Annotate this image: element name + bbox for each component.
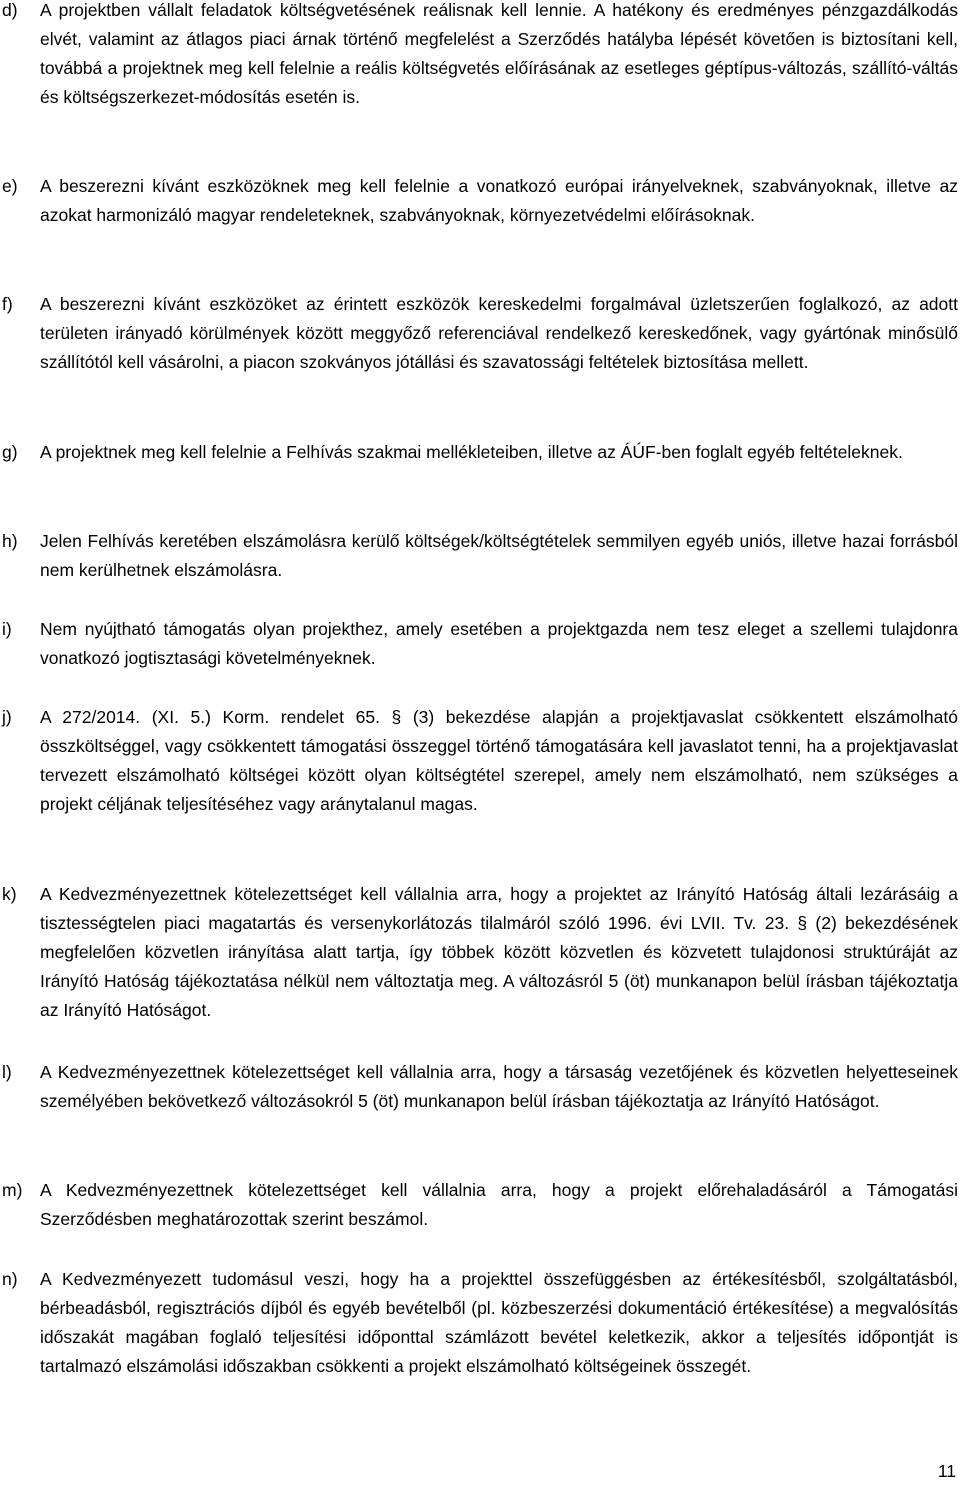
list-item-text: A beszerezni kívánt eszközöket az érintett eszközök kereskedelmi forgalmával üzletszerűen foglalkozó, az adott területen irányadó körülmények között meggyőző referenciával rendelkező kereskedőnek, vagy gyártónak minősülő szállítótól kell vásárolni, a piacon szokványos jótállási és szavatossági feltételek biztosítása mellett. <box>40 294 958 372</box>
list-marker: l) <box>2 1062 12 1082</box>
list-marker: k) <box>2 884 17 904</box>
list-item-h <box>0 527 958 585</box>
list-marker: e) <box>2 176 18 196</box>
list-marker: i) <box>2 619 12 639</box>
list-marker: n) <box>2 1269 18 1289</box>
list-marker: m) <box>2 1180 23 1200</box>
list-item-text: A Kedvezményezettnek kötelezettséget kell vállalnia arra, hogy a társaság vezetőjének és közvetlen helyetteseinek személyében bekövetkező változásokról 5 (öt) munkanapon belül írásban tájékoztatja az Irányító Hatóságot. <box>40 1062 958 1111</box>
list-item-l <box>0 1058 958 1116</box>
list-marker: f) <box>2 294 13 314</box>
list-marker: h) <box>2 531 18 551</box>
list-item-text: A Kedvezményezettnek kötelezettséget kell vállalnia arra, hogy a projektet az Irányító Hatóság általi lezárásáig a tisztességtelen piaci magatartás és versenykorlátozás tilalmáról szóló 1996. évi LVII. Tv. 23. § (2) bekezdésének megfelelően közvetlen irányítása alatt tartja, így többek között közvetlen és közvetett tulajdonosi struktúráját az Irányító Hatóság tájékoztatása nélkül nem változtatja meg. A változásról 5 (öt) munkanapon belül írásban tájékoztatja az Irányító Hatóságot. <box>40 884 958 1020</box>
list-item-j <box>0 703 958 819</box>
list-item-g <box>0 438 958 467</box>
list-item-text: Nem nyújtható támogatás olyan projekthez, amely esetében a projektgazda nem tesz eleget a szellemi tulajdonra vonatkozó jogtisztasági követelményeknek. <box>40 619 958 668</box>
list-item-text: Jelen Felhívás keretében elszámolásra kerülő költségek/költségtételek semmilyen egyéb uniós, illetve hazai forrásból nem kerülhetnek elszámolásra. <box>40 531 958 580</box>
list-item-m <box>0 1176 958 1234</box>
list-marker: j) <box>2 707 12 727</box>
list-item-text: A 272/2014. (XI. 5.) Korm. rendelet 65. § (3) bekezdése alapján a projektjavaslat csökkentett elszámolható összköltséggel, vagy csökkentett támogatási összeggel történő támogatására kell javaslatot tenni, ha a projektjavaslat tervezett elszámolható költségei között olyan költségtétel szerepel, amely nem elszámolható, nem szükséges a projekt céljának teljesítéséhez vagy aránytalanul magas. <box>40 707 958 814</box>
list-marker: d) <box>2 0 18 20</box>
list-item-k <box>0 880 958 1025</box>
list-item-text: A projektnek meg kell felelnie a Felhívás szakmai mellékleteiben, illetve az ÁÚF-ben foglalt egyéb feltételeknek. <box>40 442 903 462</box>
list-item-e <box>0 172 958 230</box>
list-item-text: A Kedvezményezettnek kötelezettséget kell vállalnia arra, hogy a projekt előrehaladásáról a Támogatási Szerződésben meghatározottak szerint beszámol. <box>40 1180 958 1229</box>
list-item-i <box>0 615 958 673</box>
list-item-text: A beszerezni kívánt eszközöknek meg kell felelnie a vonatkozó európai irányelveknek, szabványoknak, illetve az azokat harmonizáló magyar rendeleteknek, szabványoknak, környezetvédelmi előírásoknak. <box>40 176 958 225</box>
list-item-n <box>0 1265 958 1381</box>
page-number: 11 <box>937 1461 956 1481</box>
list-marker: g) <box>2 442 18 462</box>
list-item-d <box>0 0 958 112</box>
list-item-text: A projektben vállalt feladatok költségvetésének reálisnak kell lennie. A hatékony és eredményes pénzgazdálkodás elvét, valamint az átlagos piaci árnak történő megfelelést a Szerződés hatályba lépését követően is biztosítani kell, továbbá a projektnek meg kell felelnie a reális költségvetés előírásának az esetleges géptípus-változás, szállító-váltás és költségszerkezet-módosítás esetén is. <box>40 0 958 107</box>
list-item-text: A Kedvezményezett tudomásul veszi, hogy ha a projekttel összefüggésben az értékesítésből, szolgáltatásból, bérbeadásból, regisztrációs díjból és egyéb bevételből (pl. közbeszerzési dokumentáció értékesítése) a megvalósítás időszakát magában foglaló teljesítési időponttal számlázott bevétel keletkezik, akkor a teljesítés időpontját is tartalmazó elszámolási időszakban csökkenti a projekt elszámolható költségeinek összegét. <box>40 1269 958 1376</box>
list-item-f <box>0 290 958 377</box>
